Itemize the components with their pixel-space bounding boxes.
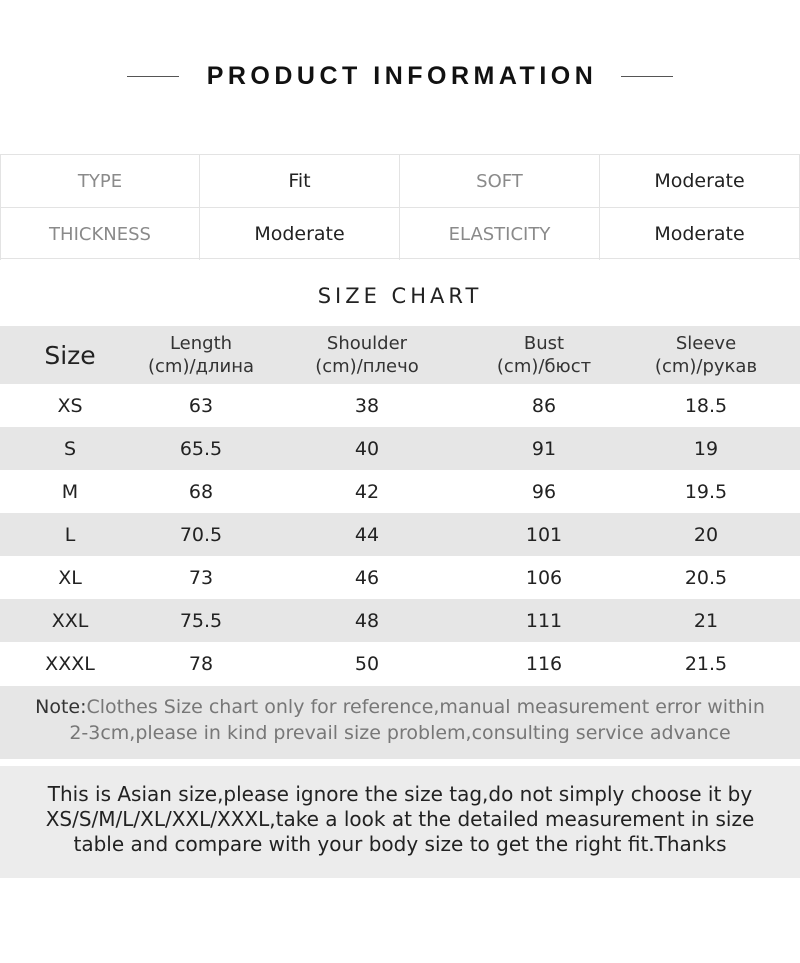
cell-shoulder: 38 — [354, 394, 380, 417]
size-note — [0, 686, 800, 759]
asian-size-notice — [0, 766, 800, 878]
table-row — [0, 470, 800, 513]
cell-length: 78 — [188, 652, 214, 675]
cell-size: XS — [57, 394, 83, 417]
note-text-2: 2-3cm,please in kind prevail size problem,consulting service advance — [69, 722, 731, 744]
note-text-1: Clothes Size chart only for reference,manual measurement error within — [86, 696, 765, 718]
info-value-elasticity: Moderate — [600, 208, 800, 260]
cell-size: XL — [58, 566, 82, 589]
size-chart-header-row — [0, 326, 800, 384]
cell-shoulder: 42 — [354, 480, 380, 503]
info-value-soft: Moderate — [600, 155, 800, 207]
cell-shoulder: 40 — [354, 437, 380, 460]
divider-right — [621, 76, 673, 77]
cell-length: 63 — [188, 394, 214, 417]
cell-bust: 116 — [525, 652, 563, 675]
info-row — [0, 207, 800, 260]
header-size — [0, 340, 140, 370]
cell-size: S — [63, 437, 77, 460]
info-key-elasticity: ELASTICITY — [400, 208, 600, 260]
header-length — [140, 332, 262, 378]
cell-bust: 111 — [525, 609, 563, 632]
info-value-type: Fit — [200, 155, 400, 207]
page-title: PRODUCT INFORMATION — [206, 61, 598, 90]
note-line-1 — [0, 694, 800, 720]
cell-bust: 101 — [525, 523, 563, 546]
cell-sleeve: 19 — [693, 437, 719, 460]
info-row — [0, 155, 800, 207]
asian-notice-line-1: This is Asian size,please ignore the size tag,do not simply choose it by — [47, 782, 753, 806]
header-sleeve-unit: (cm)/рукав — [654, 356, 758, 377]
asian-notice-line-3: table and compare with your body size to get the right fit.Thanks — [73, 832, 727, 856]
cell-sleeve: 19.5 — [684, 480, 728, 503]
header-size-label: Size — [44, 340, 96, 370]
header-bust-unit: (cm)/бюст — [496, 356, 592, 377]
cell-shoulder: 46 — [354, 566, 380, 589]
header-sleeve-label: Sleeve — [675, 333, 737, 354]
cell-bust: 106 — [525, 566, 563, 589]
cell-length: 73 — [188, 566, 214, 589]
section-header — [0, 55, 800, 97]
cell-bust: 91 — [531, 437, 557, 460]
cell-length: 70.5 — [179, 523, 223, 546]
cell-size: XXL — [51, 609, 89, 632]
product-info-table — [0, 154, 800, 259]
size-chart-table — [0, 326, 800, 685]
table-row — [0, 513, 800, 556]
header-bust — [472, 332, 616, 378]
cell-bust: 96 — [531, 480, 557, 503]
table-row — [0, 427, 800, 470]
divider-left — [127, 76, 179, 77]
table-row — [0, 556, 800, 599]
cell-sleeve: 20.5 — [684, 566, 728, 589]
note-label: Note: — [35, 696, 87, 718]
cell-sleeve: 21.5 — [684, 652, 728, 675]
cell-size: L — [64, 523, 76, 546]
table-row — [0, 384, 800, 427]
cell-shoulder: 50 — [354, 652, 380, 675]
header-sleeve — [616, 332, 796, 378]
table-row — [0, 599, 800, 642]
cell-sleeve: 20 — [693, 523, 719, 546]
cell-sleeve: 18.5 — [684, 394, 728, 417]
cell-shoulder: 44 — [354, 523, 380, 546]
table-row — [0, 642, 800, 685]
cell-sleeve: 21 — [693, 609, 719, 632]
cell-length: 75.5 — [179, 609, 223, 632]
asian-notice-line-2: XS/S/M/L/XL/XXL/XXXL,take a look at the detailed measurement in size — [45, 807, 755, 831]
header-shoulder-label: Shoulder — [326, 333, 408, 354]
header-length-unit: (cm)/длина — [148, 356, 254, 377]
header-length-label: Length — [169, 333, 233, 354]
cell-size: M — [61, 480, 79, 503]
cell-length: 68 — [188, 480, 214, 503]
header-shoulder — [262, 332, 472, 378]
size-chart-title: SIZE CHART — [317, 284, 483, 308]
info-key-thickness: THICKNESS — [0, 208, 200, 260]
header-shoulder-unit: (cm)/плечо — [315, 356, 419, 377]
cell-bust: 86 — [531, 394, 557, 417]
cell-size: XXXL — [45, 652, 95, 675]
info-value-thickness: Moderate — [200, 208, 400, 260]
header-bust-label: Bust — [523, 333, 565, 354]
info-key-type: TYPE — [0, 155, 200, 207]
info-key-soft: SOFT — [400, 155, 600, 207]
cell-shoulder: 48 — [354, 609, 380, 632]
cell-length: 65.5 — [179, 437, 223, 460]
